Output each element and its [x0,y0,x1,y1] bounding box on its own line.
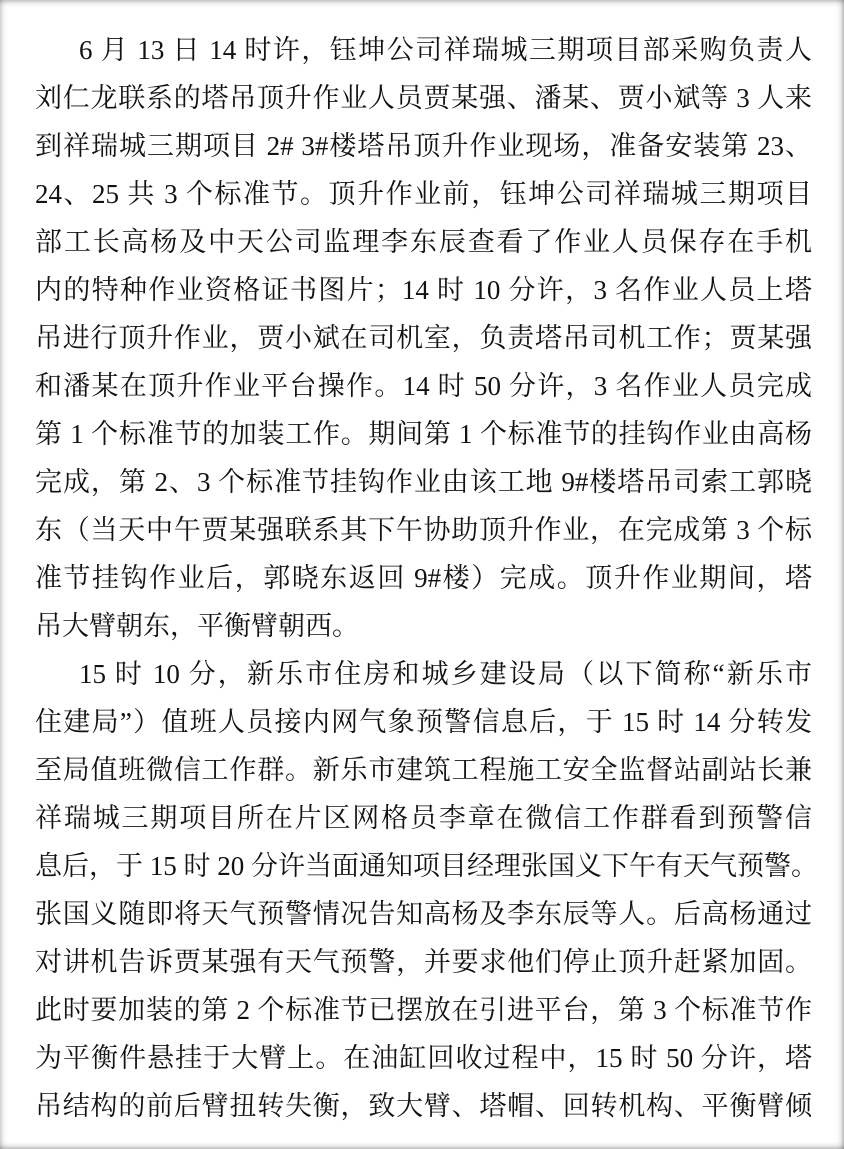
text-line: 到祥瑞城三期项目 2# 3#楼塔吊顶升作业现场，准备安装第 23、 [35,131,812,161]
text-line: 6 月 13 日 14 时许，钰坤公司祥瑞城三期项目部采购负责人 [79,35,812,65]
text-line: 第 1 个标准节的加装工作。期间第 1 个标准节的挂钩作业由高杨 [35,419,812,449]
text-line: 祥瑞城三期项目所在片区网格员李章在微信工作群看到预警信 [35,803,812,833]
text-line-paragraph-start: 15 时 10 分，新乐市住房和城乡建设局（以下简称“新乐市 [79,659,812,689]
text-line: 24、25 共 3 个标准节。顶升作业前，钰坤公司祥瑞城三期项目 [35,179,812,209]
text-line: 对讲机告诉贾某强有天气预警，并要求他们停止顶升赶紧加固。 [35,947,812,977]
text-line: 准节挂钩作业后，郭晓东返回 9#楼）完成。顶升作业期间，塔 [35,563,812,593]
text-line: 住建局”）值班人员接内网气象预警信息后，于 15 时 14 分转发 [35,707,812,737]
text-line: 此时要加装的第 2 个标准节已摆放在引进平台，第 3 个标准节作 [35,995,812,1025]
text-line: 息后，于 15 时 20 分许当面通知项目经理张国义下午有天气预警。 [35,851,818,881]
text-line: 内的特种作业资格证书图片；14 时 10 分许，3 名作业人员上塔 [35,275,812,305]
text-line: 和潘某在顶升作业平台操作。14 时 50 分许，3 名作业人员完成 [35,371,812,401]
text-line: 东（当天中午贾某强联系其下午协助顶升作业，在完成第 3 个标 [35,515,812,545]
text-line: 张国义随即将天气预警情况告知高杨及李东辰等人。后高杨通过 [35,899,812,929]
text-line: 部工长高杨及中天公司监理李东辰查看了作业人员保存在手机 [35,227,812,257]
text-line: 吊进行顶升作业，贾小斌在司机室，负责塔吊司机工作；贾某强 [35,323,812,353]
text-line: 完成，第 2、3 个标准节挂钩作业由该工地 9#楼塔吊司索工郭晓 [35,467,812,497]
text-line: 刘仁龙联系的塔吊顶升作业人员贾某强、潘某、贾小斌等 3 人来 [35,83,812,113]
text-line: 至局值班微信工作群。新乐市建筑工程施工安全监督站副站长兼 [35,755,812,785]
body-text [35,26,818,1130]
text-line: 为平衡件悬挂于大臂上。在油缸回收过程中，15 时 50 分许，塔 [35,1043,812,1073]
text-line-paragraph-end: 吊大臂朝东，平衡臂朝西。 [35,611,359,641]
text-line: 吊结构的前后臂扭转失衡，致大臂、塔帽、回转机构、平衡臂倾 [35,1091,812,1121]
